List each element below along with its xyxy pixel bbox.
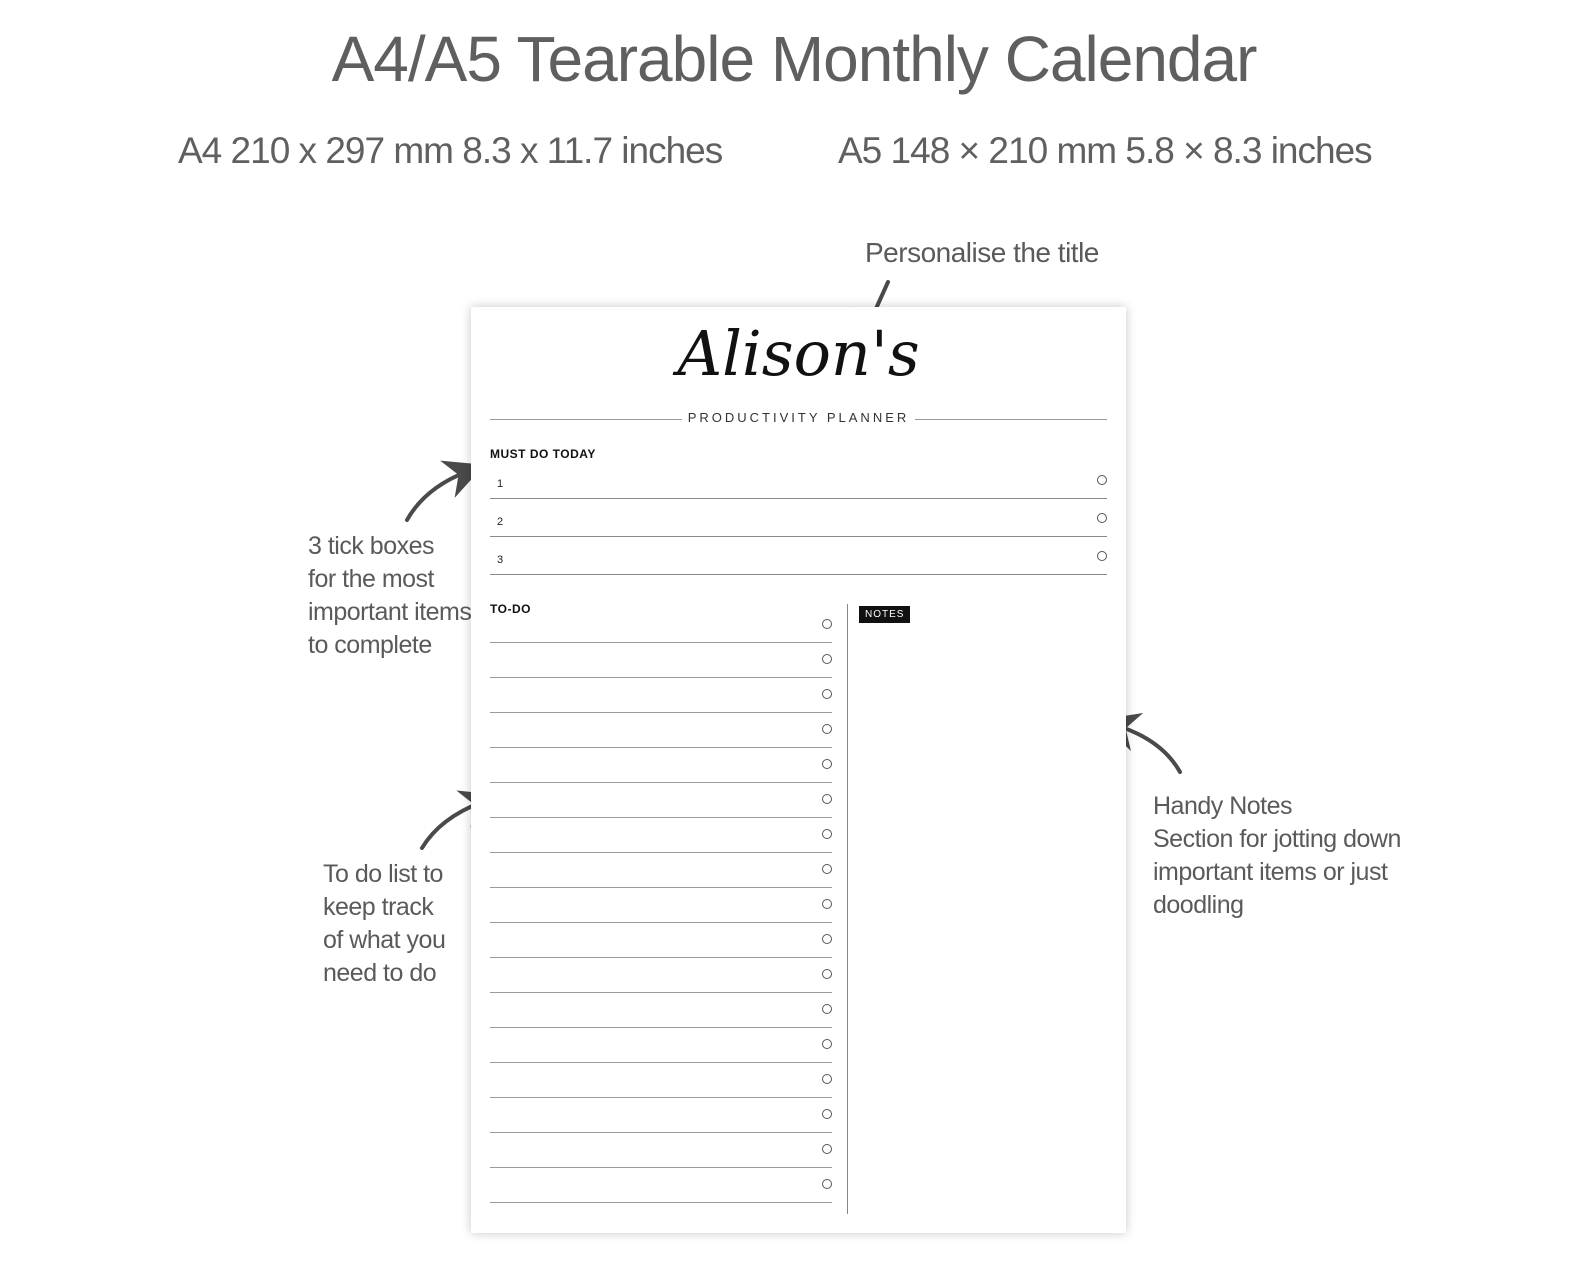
note-line: keep track	[323, 893, 434, 921]
todo-row[interactable]	[490, 887, 832, 923]
note-line: 3 tick boxes	[308, 532, 435, 560]
note-line: important items or just	[1153, 858, 1388, 886]
todo-circle-icon[interactable]	[822, 654, 832, 664]
todo-row[interactable]	[490, 1132, 832, 1168]
todo-row[interactable]	[490, 1027, 832, 1063]
notes-badge: NOTES	[859, 606, 910, 623]
todo-row[interactable]	[490, 1097, 832, 1133]
page-title: A4/A5 Tearable Monthly Calendar	[331, 23, 1257, 95]
todo-circle-icon[interactable]	[822, 1179, 832, 1189]
todo-circle-icon[interactable]	[822, 724, 832, 734]
note-line: To do list to	[323, 860, 443, 888]
todo-row[interactable]	[490, 607, 832, 643]
todo-circle-icon[interactable]	[822, 794, 832, 804]
must-do-number: 2	[497, 516, 504, 528]
arrow-to-must-do-icon	[407, 472, 466, 520]
must-do-row[interactable]	[490, 460, 1107, 499]
notes-divider	[847, 604, 848, 1214]
todo-circle-icon[interactable]	[822, 864, 832, 874]
todo-circle-icon[interactable]	[822, 1004, 832, 1014]
note-line: of what you	[323, 926, 446, 954]
tick-circle-icon[interactable]	[1097, 551, 1107, 561]
must-do-number: 1	[497, 478, 504, 490]
planner-name[interactable]: Alison's	[677, 317, 920, 390]
note-line: need to do	[323, 959, 437, 987]
planner-page	[471, 307, 1126, 1233]
todo-row[interactable]	[490, 852, 832, 888]
todo-row[interactable]	[490, 712, 832, 748]
todo-circle-icon[interactable]	[822, 899, 832, 909]
todo-circle-icon[interactable]	[822, 619, 832, 629]
tick-circle-icon[interactable]	[1097, 475, 1107, 485]
planner-subtitle-text: PRODUCTIVITY PLANNER	[682, 410, 916, 425]
todo-circle-icon[interactable]	[822, 689, 832, 699]
personalise-title-note: Personalise the title	[865, 237, 1099, 268]
todo-row[interactable]	[490, 992, 832, 1028]
todo-circle-icon[interactable]	[822, 1144, 832, 1154]
a4-dimensions: A4 210 x 297 mm 8.3 x 11.7 inches	[178, 130, 723, 171]
todo-row[interactable]	[490, 1167, 832, 1203]
todo-row[interactable]	[490, 1062, 832, 1098]
note-line: for the most	[308, 565, 434, 593]
arrow-to-notes-icon	[1118, 726, 1180, 772]
must-do-row[interactable]	[490, 536, 1107, 575]
todo-circle-icon[interactable]	[822, 829, 832, 839]
note-line: doodling	[1153, 891, 1244, 919]
todo-row[interactable]	[490, 747, 832, 783]
tick-circle-icon[interactable]	[1097, 513, 1107, 523]
todo-circle-icon[interactable]	[822, 934, 832, 944]
todo-circle-icon[interactable]	[822, 969, 832, 979]
todo-circle-icon[interactable]	[822, 1109, 832, 1119]
note-line: Section for jotting down	[1153, 825, 1401, 853]
todo-circle-icon[interactable]	[822, 1074, 832, 1084]
todo-row[interactable]	[490, 922, 832, 958]
a5-dimensions: A5 148 × 210 mm 5.8 × 8.3 inches	[838, 130, 1372, 171]
note-line: to complete	[308, 631, 432, 659]
must-do-row[interactable]	[490, 498, 1107, 537]
todo-row[interactable]	[490, 642, 832, 678]
must-do-number: 3	[497, 554, 504, 566]
must-do-heading: MUST DO TODAY	[490, 447, 596, 461]
todo-row[interactable]	[490, 782, 832, 818]
todo-circle-icon[interactable]	[822, 1039, 832, 1049]
todo-circle-icon[interactable]	[822, 759, 832, 769]
todo-row[interactable]	[490, 957, 832, 993]
todo-row[interactable]	[490, 677, 832, 713]
note-line: Handy Notes	[1153, 792, 1293, 820]
todo-heading: TO-DO	[490, 602, 531, 616]
planner-subtitle	[471, 410, 1126, 425]
note-line: important items	[308, 598, 472, 626]
todo-row[interactable]	[490, 817, 832, 853]
